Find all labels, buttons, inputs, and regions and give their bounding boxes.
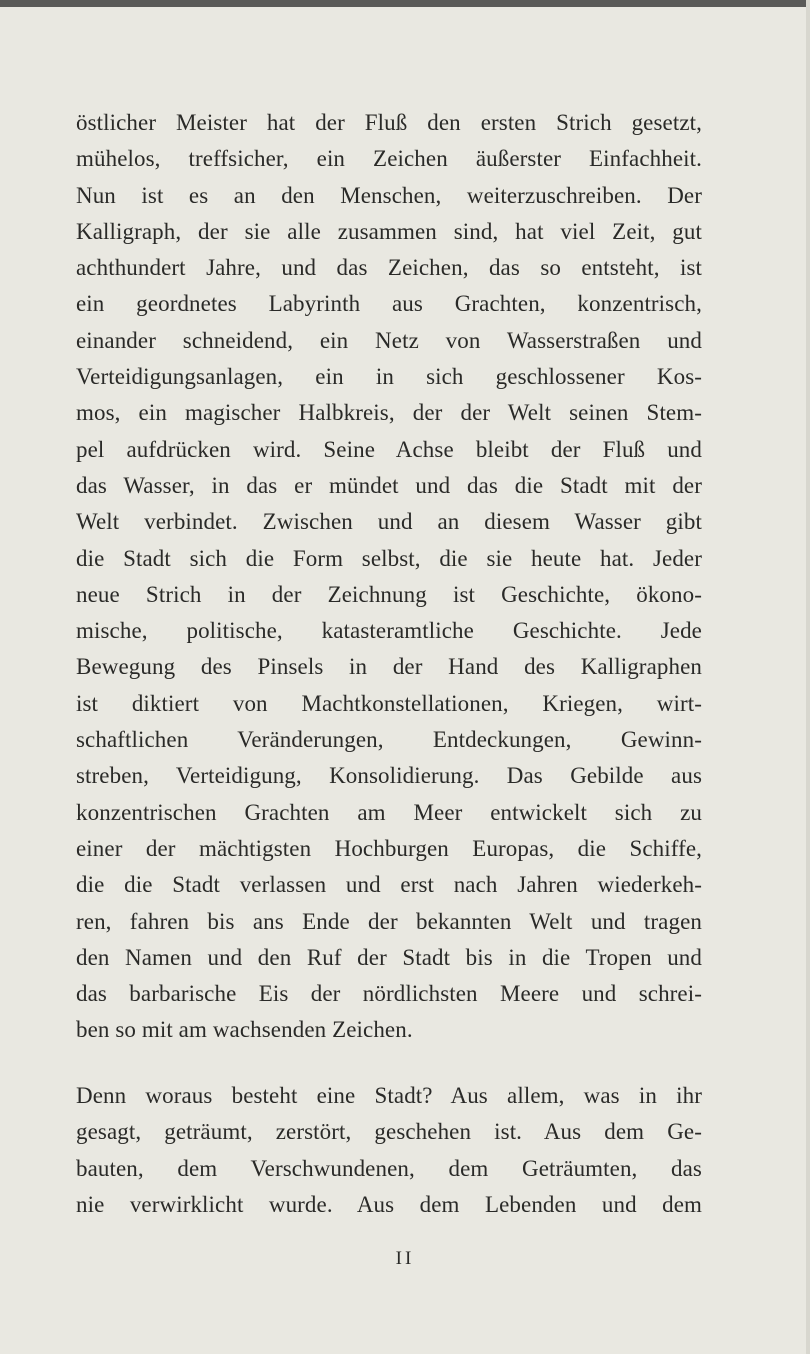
scan-right-edge [806, 0, 810, 1354]
text-line: mos, ein magischer Halbkreis, der der Welt seinen Stem- [76, 400, 702, 426]
text-line: mühelos, treffsicher, ein Zeichen äußerster Einfachheit. [76, 146, 702, 172]
text-line: die die Stadt verlassen und erst nach Jahren wiederkeh- [76, 872, 702, 898]
text-line: achthundert Jahre, und das Zeichen, das so entsteht, ist [76, 255, 702, 281]
text-line: ist diktiert von Machtkonstellationen, Kriegen, wirt- [76, 690, 702, 716]
text-line: ben so mit am wachsenden Zeichen. [76, 1017, 413, 1043]
text-line: das barbarische Eis der nördlichsten Meere und schrei- [76, 981, 702, 1007]
text-line: das Wasser, in das er mündet und das die Stadt mit der [76, 472, 702, 498]
paragraph-2 [76, 1078, 702, 1223]
paragraph-1 [76, 105, 702, 1049]
text-line: schaftlichen Veränderungen, Entdeckungen, Gewinn- [76, 727, 702, 753]
scan-top-edge [0, 0, 810, 7]
text-line: nie verwirklicht wurde. Aus dem Lebenden und dem [76, 1191, 702, 1217]
text-line: einer der mächtigsten Hochburgen Europas, die Schiffe, [76, 835, 702, 861]
text-line: mische, politische, katasteramtliche Geschichte. Jede [76, 618, 702, 644]
text-line: konzentrischen Grachten am Meer entwickelt sich zu [76, 799, 702, 825]
text-line: die Stadt sich die Form selbst, die sie heute hat. Jeder [76, 545, 702, 571]
text-line: bauten, dem Verschwundenen, dem Geträumten, das [76, 1155, 702, 1181]
text-line: Denn woraus besteht eine Stadt? Aus allem, was in ihr [76, 1083, 702, 1108]
text-line: pel aufdrücken wird. Seine Achse bleibt der Fluß und [76, 436, 702, 462]
text-line: Verteidigungsanlagen, ein in sich geschlossener Kos- [76, 364, 702, 390]
text-line: streben, Verteidigung, Konsolidierung. Das Gebilde aus [76, 763, 702, 789]
text-line: den Namen und den Ruf der Stadt bis in die Tropen und [76, 944, 702, 970]
text-line: östlicher Meister hat der Fluß den ersten Strich gesetzt, [76, 110, 702, 135]
text-line: ren, fahren bis ans Ende der bekannten Welt und tragen [76, 908, 702, 934]
text-line: Nun ist es an den Menschen, weiterzuschreiben. Der [76, 182, 702, 208]
text-line: Welt verbindet. Zwischen und an diesem Wasser gibt [76, 509, 702, 535]
text-line: gesagt, geträumt, zerstört, geschehen ist. Aus dem Ge- [76, 1119, 702, 1145]
text-line: einander schneidend, ein Netz von Wasserstraßen und [76, 327, 702, 353]
text-line: Bewegung des Pinsels in der Hand des Kalligraphen [76, 654, 702, 680]
page-number: II [395, 1248, 415, 1269]
text-line: Kalligraph, der sie alle zusammen sind, hat viel Zeit, gut [76, 218, 702, 244]
text-line: ein geordnetes Labyrinth aus Grachten, konzentrisch, [76, 291, 702, 317]
text-line: neue Strich in der Zeichnung ist Geschichte, ökono- [76, 581, 702, 607]
